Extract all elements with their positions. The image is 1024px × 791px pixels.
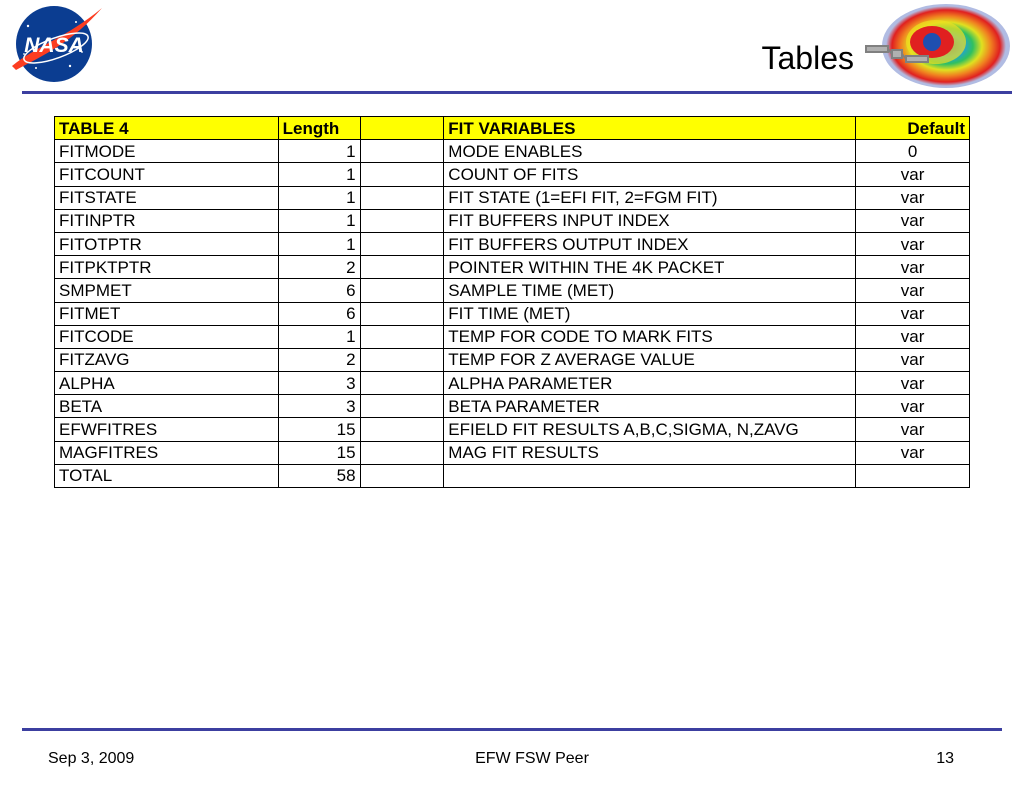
table-cell (360, 209, 444, 232)
table-cell (360, 372, 444, 395)
table-cell: ALPHA PARAMETER (444, 372, 856, 395)
table-cell: FITMODE (55, 140, 279, 163)
footer-event: EFW FSW Peer (475, 750, 589, 767)
slide-title: Tables (761, 40, 854, 76)
table-cell: EFIELD FIT RESULTS A,B,C,SIGMA, N,ZAVG (444, 418, 856, 441)
table-row (55, 163, 970, 186)
table-cell: MODE ENABLES (444, 140, 856, 163)
table-cell (444, 464, 856, 487)
table-cell: 1 (278, 209, 360, 232)
table-cell: var (856, 395, 970, 418)
table-cell (360, 348, 444, 371)
table-row (55, 418, 970, 441)
table-cell: 0 (856, 140, 970, 163)
header-divider (22, 91, 1012, 94)
table-cell: var (856, 186, 970, 209)
table-cell: var (856, 256, 970, 279)
table-header-row (55, 117, 970, 140)
table-cell: 15 (278, 441, 360, 464)
table-row (55, 279, 970, 302)
page-number: 13 (936, 750, 954, 767)
table-cell: var (856, 279, 970, 302)
table-cell: var (856, 348, 970, 371)
table-row (55, 325, 970, 348)
table-row (55, 232, 970, 255)
table-cell (360, 186, 444, 209)
table-cell (360, 395, 444, 418)
table-cell (360, 325, 444, 348)
table-cell (360, 418, 444, 441)
table-cell: 3 (278, 395, 360, 418)
table-cell: 1 (278, 163, 360, 186)
table-row (55, 441, 970, 464)
table-cell (360, 441, 444, 464)
fit-variables-table (54, 116, 970, 488)
table-cell: 2 (278, 256, 360, 279)
table-cell: SAMPLE TIME (MET) (444, 279, 856, 302)
table-cell: FITMET (55, 302, 279, 325)
table-cell: FITCODE (55, 325, 279, 348)
table-cell: FITSTATE (55, 186, 279, 209)
footer-divider (22, 728, 1002, 731)
table-row (55, 372, 970, 395)
table-row (55, 302, 970, 325)
table-cell: 2 (278, 348, 360, 371)
table-cell: FITZAVG (55, 348, 279, 371)
column-header: Default (856, 117, 970, 140)
table-cell (360, 464, 444, 487)
table-cell: BETA (55, 395, 279, 418)
table-cell (360, 256, 444, 279)
table-cell (360, 279, 444, 302)
table-total-row (55, 464, 970, 487)
table-cell: TEMP FOR CODE TO MARK FITS (444, 325, 856, 348)
column-header: Length (278, 117, 360, 140)
table-cell: var (856, 163, 970, 186)
table-cell: SMPMET (55, 279, 279, 302)
table-cell: var (856, 418, 970, 441)
table-cell: TOTAL (55, 464, 279, 487)
footer-date: Sep 3, 2009 (48, 750, 135, 767)
table-cell: MAG FIT RESULTS (444, 441, 856, 464)
table-cell (360, 232, 444, 255)
table-cell: ALPHA (55, 372, 279, 395)
radiation-belts-image (862, 2, 1014, 90)
table-cell: 6 (278, 279, 360, 302)
table-cell: BETA PARAMETER (444, 395, 856, 418)
table-cell: 1 (278, 186, 360, 209)
table-cell: 6 (278, 302, 360, 325)
table-cell: var (856, 372, 970, 395)
nasa-logo-text: NASA (24, 34, 84, 57)
table-cell: FIT TIME (MET) (444, 302, 856, 325)
table-cell: var (856, 232, 970, 255)
table-cell: var (856, 302, 970, 325)
table-cell: FIT STATE (1=EFI FIT, 2=FGM FIT) (444, 186, 856, 209)
table-row (55, 140, 970, 163)
table-cell: EFWFITRES (55, 418, 279, 441)
table-row (55, 348, 970, 371)
column-header: TABLE 4 (55, 117, 279, 140)
table-cell (360, 302, 444, 325)
nasa-logo (6, 2, 104, 84)
table-cell (360, 163, 444, 186)
table-cell: MAGFITRES (55, 441, 279, 464)
table-cell: POINTER WITHIN THE 4K PACKET (444, 256, 856, 279)
table-cell: FITPKTPTR (55, 256, 279, 279)
table-cell: 3 (278, 372, 360, 395)
column-header: FIT VARIABLES (444, 117, 856, 140)
table-cell: 58 (278, 464, 360, 487)
table-cell: FIT BUFFERS INPUT INDEX (444, 209, 856, 232)
table-cell (856, 464, 970, 487)
table-row (55, 256, 970, 279)
table-row (55, 209, 970, 232)
column-header (360, 117, 444, 140)
table-cell: FITCOUNT (55, 163, 279, 186)
table-cell: 1 (278, 140, 360, 163)
table-cell: 1 (278, 325, 360, 348)
table-cell (360, 140, 444, 163)
table-cell: FITOTPTR (55, 232, 279, 255)
table-cell: 15 (278, 418, 360, 441)
table-cell: TEMP FOR Z AVERAGE VALUE (444, 348, 856, 371)
table-cell: var (856, 209, 970, 232)
table-cell: FIT BUFFERS OUTPUT INDEX (444, 232, 856, 255)
table-row (55, 186, 970, 209)
table-cell: FITINPTR (55, 209, 279, 232)
table-cell: COUNT OF FITS (444, 163, 856, 186)
table-cell: var (856, 441, 970, 464)
table-cell: 1 (278, 232, 360, 255)
table-cell: var (856, 325, 970, 348)
table-row (55, 395, 970, 418)
